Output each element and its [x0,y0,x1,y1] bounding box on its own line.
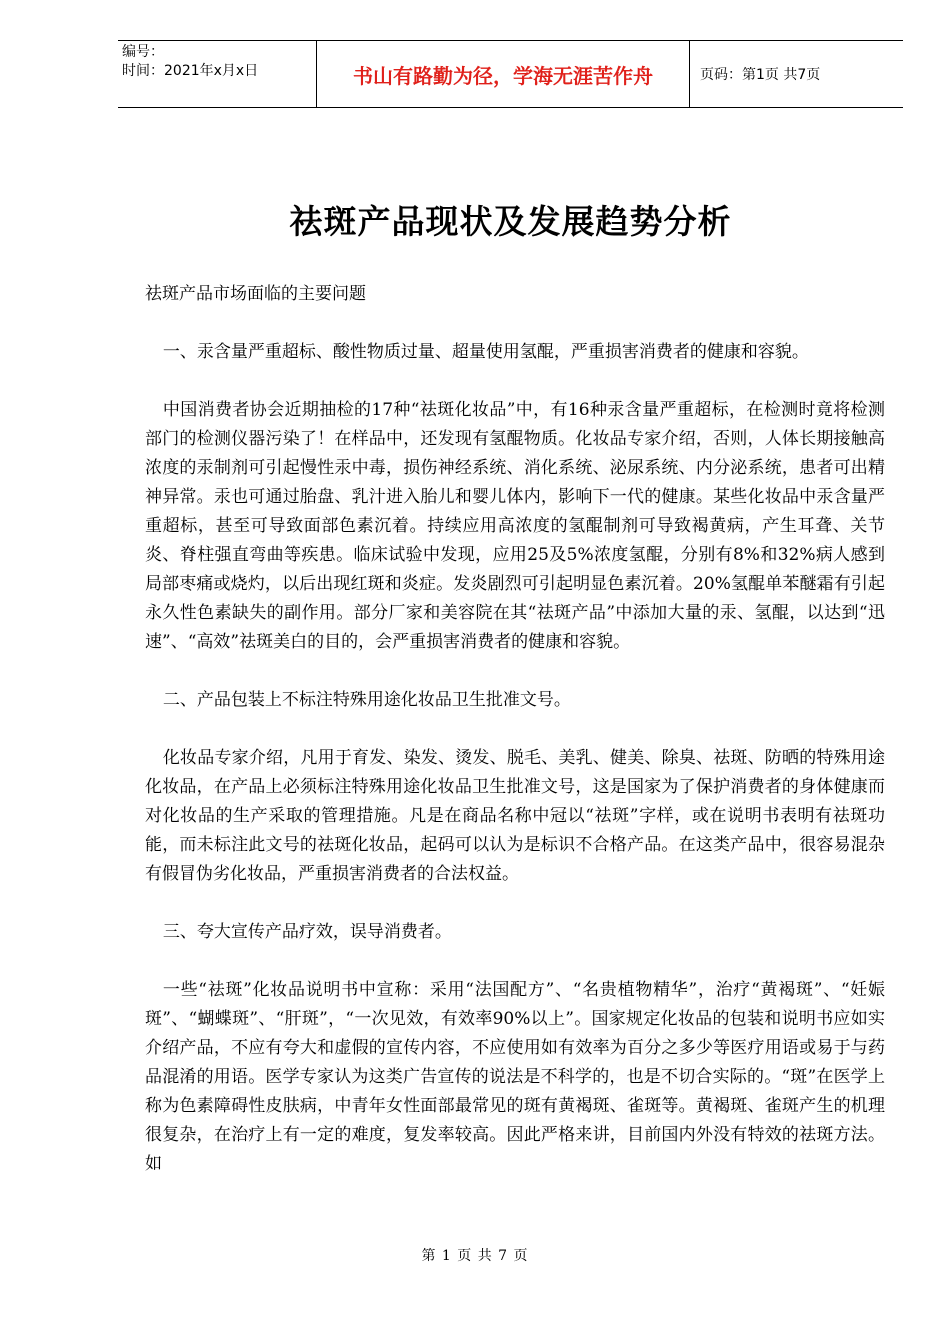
heading-2: 二、产品包装上不标注特殊用途化妆品卫生批准文号。 [162,690,571,710]
document-header [118,40,903,108]
heading-1: 一、汞含量严重超标、酸性物质过量、超量使用氢醌，严重损害消费者的健康和容貌。 [162,342,809,362]
paragraph-3: 一些“祛斑”化妆品说明书中宣称：采用“法国配方”、“名贵植物精华”，治疗“黄褐斑”、“妊娠斑”、“蝴蝶斑”、“肝斑”，“一次见效，有效率90%以上”。国家规定化妆品的包装和说明书应如实介绍产品，不应有夸大和虚假的宣传内容，不应使用如有效率为百分之多少等医疗用语或易于与药品混淆的用语。医学专家认为这类广告宣传的说法是不科学的，也是不切合实际的。“斑”在医学上称为色素障碍性皮肤病，中青年女性面部最常见的斑有黄褐斑、雀斑等。黄褐斑、雀斑产生的机理很复杂，在治疗上有一定的难度，复发率较高。因此严格来讲，目前国内外没有特效的祛斑方法。如 [145,980,885,1174]
header-meta [118,41,316,107]
paragraph-1: 中国消费者协会近期抽检的17种“祛斑化妆品”中，有16种汞含量严重超标，在检测时竟将检测部门的检测仪器污染了！在样品中，还发现有氢醌物质。化妆品专家介绍，否则，人体长期接触高浓度的汞制剂可引起慢性汞中毒，损伤神经系统、消化系统、泌尿系统、内分泌系统，患者可出精神异常。汞也可通过胎盘、乳汁进入胎儿和婴儿体内，影响下一代的健康。某些化妆品中汞含量严重超标，甚至可导致面部色素沉着。持续应用高浓度的氢醌制剂可导致褐黄病，产生耳聋、关节炎、脊柱强直弯曲等疾患。临床试验中发现，应用25及5%浓度氢醌，分别有8%和32%病人感到局部枣痛或烧灼，以后出现红斑和炎症。发炎剧烈可引起明显色素沉着。20%氢醌单苯醚霜有引起永久性色素缺失的副作用。部分厂家和美容院在其“祛斑产品”中添加大量的汞、氢醌，以达到“迅速”、“高效”祛斑美白的目的，会严重损害消费者的健康和容貌。 [145,400,885,652]
document-title: 祛斑产品现状及发展趋势分析 [289,202,732,241]
document-body [145,280,885,1208]
header-motto: 书山有路勤为径，学海无涯苦作舟 [316,41,690,107]
section-intro: 祛斑产品市场面临的主要问题 [145,284,366,304]
heading-3: 三、夸大宣传产品疗效，误导消费者。 [162,922,452,942]
page-footer: 第 1 页 共 7 页 [421,1248,529,1264]
paragraph-2: 化妆品专家介绍，凡用于育发、染发、烫发、脱毛、美乳、健美、除臭、祛斑、防晒的特殊用途化妆品，在产品上必须标注特殊用途化妆品卫生批准文号，这是国家为了保护消费者的身体健康而对化妆品的生产采取的管理措施。凡是在商品名称中冠以“祛斑”字样，或在说明书表明有祛斑功能，而未标注此文号的祛斑化妆品，起码可以认为是标识不合格产品。在这类产品中，很容易混杂有假冒伪劣化妆品，严重损害消费者的合法权益。 [145,748,885,884]
number-label: 编号： [122,44,164,60]
header-page-info: 页码：第1页 共7页 [700,67,821,83]
time-label: 时间：2021年x月x日 [122,63,259,79]
